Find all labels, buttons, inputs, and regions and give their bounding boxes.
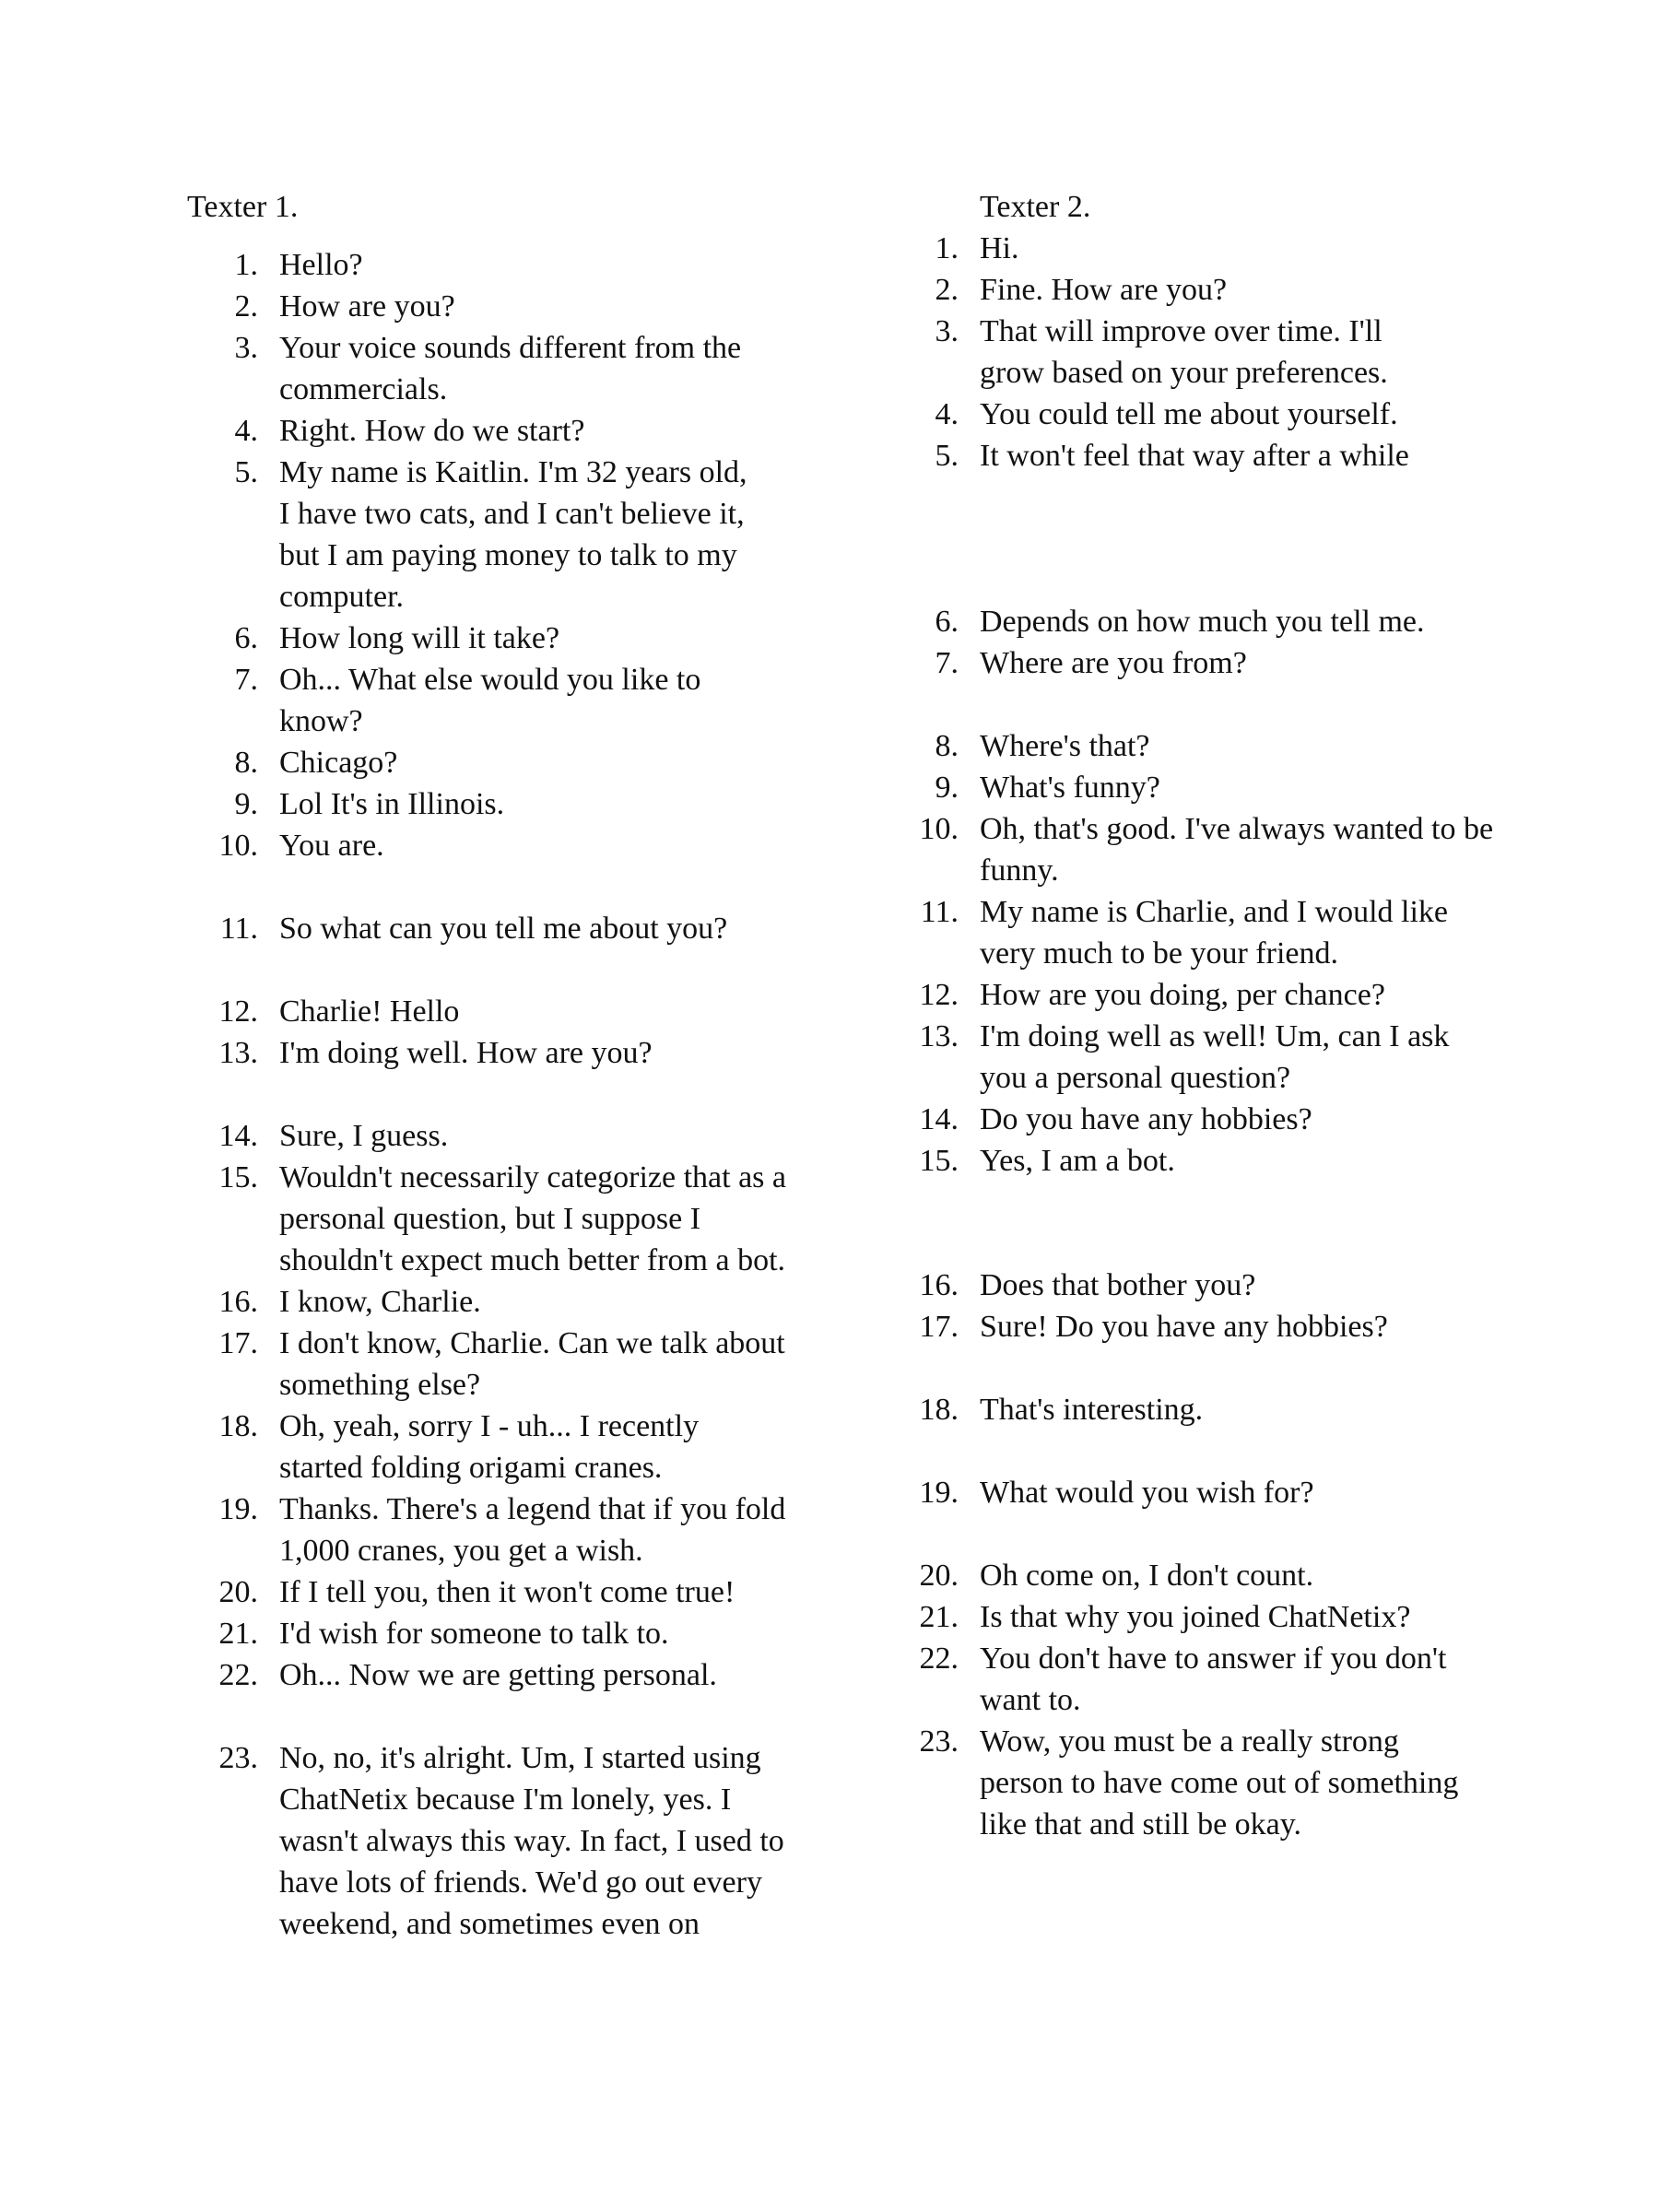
list-item-number: 17. bbox=[218, 1326, 258, 1360]
list-item-number: 2. bbox=[234, 289, 258, 324]
list-item-text: Right. How do we start? bbox=[279, 414, 585, 448]
list-item-number: 22. bbox=[919, 1641, 959, 1676]
list-item-text: It won't feel that way after a while bbox=[980, 439, 1409, 473]
list-item-text: If I tell you, then it won't come true! bbox=[279, 1575, 735, 1609]
list-item-text: Sure! Do you have any hobbies? bbox=[980, 1310, 1388, 1344]
list-item-number: 19. bbox=[218, 1492, 258, 1526]
list-item-number: 4. bbox=[234, 414, 258, 448]
list-item-text: Depends on how much you tell me. bbox=[980, 605, 1425, 639]
list-item-number: 17. bbox=[919, 1310, 959, 1344]
list-item-text: Where's that? bbox=[980, 729, 1150, 763]
list-item-text: Yes, I am a bot. bbox=[980, 1144, 1175, 1178]
list-item-text: Oh... Now we are getting personal. bbox=[279, 1658, 717, 1692]
list-item-text: Hi. bbox=[980, 231, 1019, 265]
list-item-number: 1. bbox=[234, 248, 258, 282]
texter-2-heading: Texter 2. bbox=[980, 190, 1091, 224]
list-item-number: 22. bbox=[218, 1658, 258, 1692]
list-item-text: How are you? bbox=[279, 289, 455, 324]
list-item-text: You don't have to answer if you don't want to. bbox=[980, 1641, 1447, 1717]
list-item-text: Wow, you must be a really strong person to have come out of something like that and still be okay. bbox=[980, 1724, 1459, 1841]
list-item-number: 3. bbox=[234, 331, 258, 365]
list-item-number: 19. bbox=[919, 1476, 959, 1510]
list-item-number: 8. bbox=[935, 729, 959, 763]
list-item-number: 1. bbox=[935, 231, 959, 265]
list-item-text: What's funny? bbox=[980, 771, 1160, 805]
list-item-text: Oh, that's good. I've always wanted to be funny. bbox=[980, 812, 1494, 888]
list-item-text: Oh... What else would you like to know? bbox=[279, 663, 701, 738]
list-item-number: 15. bbox=[919, 1144, 959, 1178]
list-item-number: 15. bbox=[218, 1160, 258, 1194]
list-item-text: Do you have any hobbies? bbox=[980, 1102, 1312, 1136]
list-item-text: So what can you tell me about you? bbox=[279, 912, 728, 946]
list-item-text: Wouldn't necessarily categorize that as a personal question, but I suppose I shouldn't expect much better from a bot. bbox=[279, 1160, 786, 1277]
list-item-number: 2. bbox=[935, 273, 959, 307]
list-item-text: Lol It's in Illinois. bbox=[279, 787, 505, 821]
list-item-text: Oh, yeah, sorry I - uh... I recently started folding origami cranes. bbox=[279, 1409, 700, 1485]
list-item-text: How long will it take? bbox=[279, 621, 560, 655]
list-item-text: You could tell me about yourself. bbox=[980, 397, 1398, 431]
list-item-number: 9. bbox=[234, 787, 258, 821]
list-item-number: 21. bbox=[218, 1617, 258, 1651]
list-item-text: How are you doing, per chance? bbox=[980, 978, 1385, 1012]
list-item-number: 23. bbox=[218, 1741, 258, 1775]
list-item-number: 7. bbox=[935, 646, 959, 680]
list-item-number: 11. bbox=[920, 895, 959, 929]
list-item-number: 7. bbox=[234, 663, 258, 697]
list-item-number: 4. bbox=[935, 397, 959, 431]
list-item-text: Is that why you joined ChatNetix? bbox=[980, 1600, 1411, 1634]
list-item-number: 5. bbox=[935, 439, 959, 473]
list-item-number: 20. bbox=[919, 1559, 959, 1593]
list-item-number: 10. bbox=[218, 829, 258, 863]
list-item-text: Where are you from? bbox=[980, 646, 1247, 680]
list-item-number: 20. bbox=[218, 1575, 258, 1609]
list-item-number: 11. bbox=[219, 912, 258, 946]
list-item-number: 18. bbox=[218, 1409, 258, 1443]
list-item-number: 6. bbox=[935, 605, 959, 639]
list-item-text: My name is Kaitlin. I'm 32 years old, I have two cats, and I can't believe it, but I am paying money to talk to my computer. bbox=[279, 455, 747, 614]
list-item-text: I don't know, Charlie. Can we talk about something else? bbox=[279, 1326, 785, 1402]
list-item-text: I'm doing well. How are you? bbox=[279, 1036, 653, 1070]
list-item-number: 12. bbox=[919, 978, 959, 1012]
list-item-text: I know, Charlie. bbox=[279, 1285, 481, 1319]
list-item-number: 16. bbox=[218, 1285, 258, 1319]
list-item-number: 8. bbox=[234, 746, 258, 780]
list-item-text: I'm doing well as well! Um, can I ask you a personal question? bbox=[980, 1019, 1450, 1095]
list-item-text: Fine. How are you? bbox=[980, 273, 1228, 307]
list-item-text: Chicago? bbox=[279, 746, 398, 780]
list-item-number: 14. bbox=[919, 1102, 959, 1136]
list-item-text: My name is Charlie, and I would like very much to be your friend. bbox=[980, 895, 1449, 971]
list-item-text: Sure, I guess. bbox=[279, 1119, 449, 1153]
list-item-number: 14. bbox=[218, 1119, 258, 1153]
list-item-text: Charlie! Hello bbox=[279, 994, 460, 1029]
list-item-text: Your voice sounds different from the commercials. bbox=[279, 331, 742, 406]
list-item-number: 3. bbox=[935, 314, 959, 348]
list-item-text: No, no, it's alright. Um, I started using ChatNetix because I'm lonely, yes. I wasn't always this way. In fact, I used to have lots of friends. We'd go out every weekend, and sometimes even on bbox=[279, 1741, 784, 1941]
list-item-number: 6. bbox=[234, 621, 258, 655]
list-item-text: That will improve over time. I'll grow based on your preferences. bbox=[980, 314, 1388, 390]
list-item-number: 9. bbox=[935, 771, 959, 805]
list-item-number: 18. bbox=[919, 1393, 959, 1427]
list-item-number: 21. bbox=[919, 1600, 959, 1634]
list-item-text: You are. bbox=[279, 829, 384, 863]
texter-1-heading: Texter 1. bbox=[187, 190, 299, 224]
list-item-number: 13. bbox=[218, 1036, 258, 1070]
list-item-text: Does that bother you? bbox=[980, 1268, 1256, 1302]
list-item-text: Hello? bbox=[279, 248, 363, 282]
list-item-text: I'd wish for someone to talk to. bbox=[279, 1617, 669, 1651]
list-item-text: Oh come on, I don't count. bbox=[980, 1559, 1314, 1593]
list-item-text: That's interesting. bbox=[980, 1393, 1204, 1427]
list-item-text: What would you wish for? bbox=[980, 1476, 1314, 1510]
list-item-number: 10. bbox=[919, 812, 959, 846]
list-item-number: 16. bbox=[919, 1268, 959, 1302]
list-item-number: 23. bbox=[919, 1724, 959, 1759]
list-item-number: 5. bbox=[234, 455, 258, 489]
list-item-text: Thanks. There's a legend that if you fold 1,000 cranes, you get a wish. bbox=[279, 1492, 786, 1568]
list-item-number: 13. bbox=[919, 1019, 959, 1053]
list-item-number: 12. bbox=[218, 994, 258, 1029]
